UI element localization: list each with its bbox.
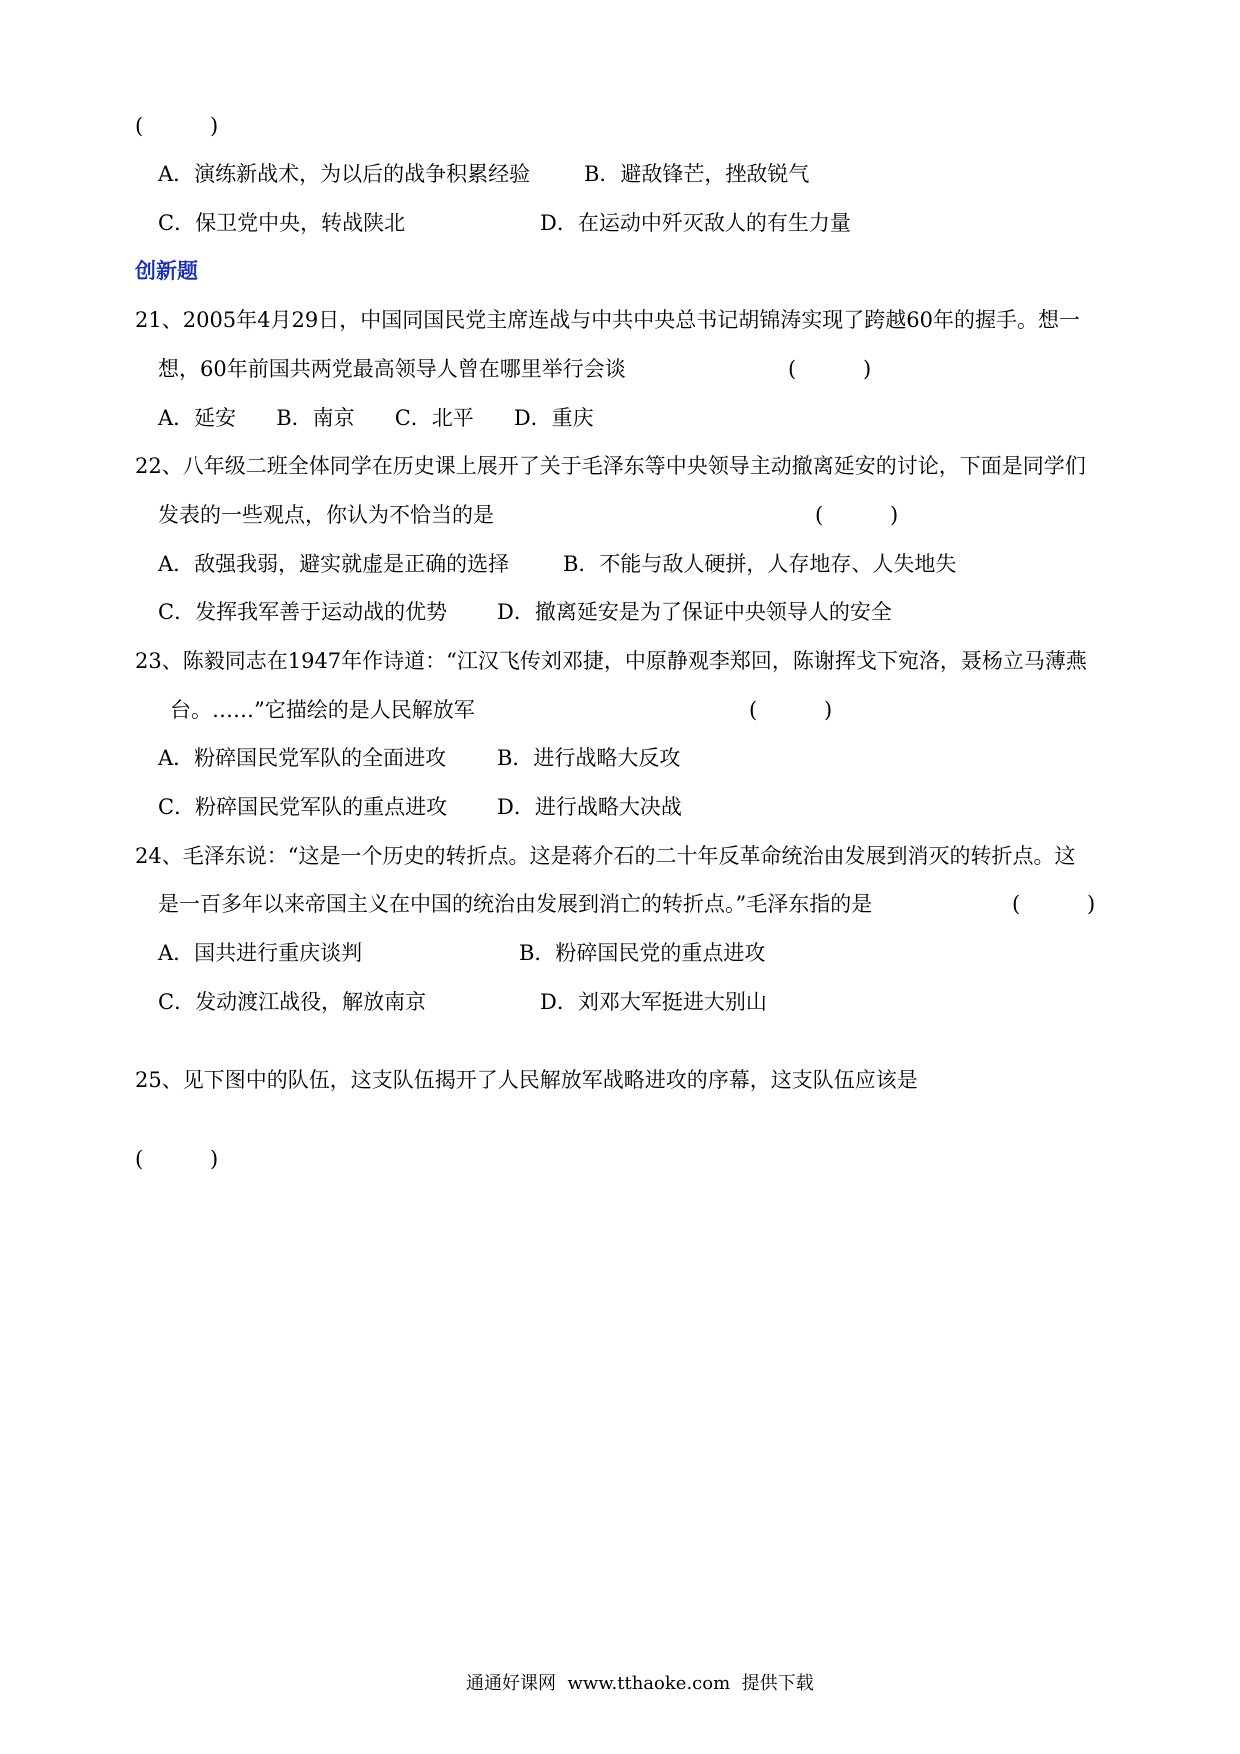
q22-line1: 22、八年级二班全体同学在历史课上展开了关于毛泽东等中央领导主动撤离延安的讨论，下面是同学们: [135, 454, 1086, 478]
q23-option-b: B．进行战略大反攻: [497, 746, 681, 770]
q23-option-d: D．进行战略大决战: [497, 795, 682, 819]
q25-paren: ( ): [135, 1147, 219, 1171]
q23-paren: ( ): [749, 698, 833, 722]
q24-option-a: A．国共进行重庆谈判: [158, 941, 363, 965]
q24-option-c: C．发动渡江战役，解放南京: [158, 990, 427, 1014]
q23-option-c: C．粉碎国民党军队的重点进攻: [158, 795, 448, 819]
option-c: C．保卫党中央，转战陕北: [158, 211, 406, 235]
q24-option-b: B．粉碎国民党的重点进攻: [519, 941, 766, 965]
option-b: B．避敌锋芒，挫敌锐气: [584, 162, 810, 186]
q22-option-a: A．敌强我弱，避实就虚是正确的选择: [158, 552, 510, 576]
q25-line1: 25、见下图中的队伍，这支队伍揭开了人民解放军战略进攻的序幕，这支队伍应该是: [135, 1068, 918, 1092]
q24-paren: ( ): [1012, 892, 1096, 916]
q21-options: A．延安 B．南京 C．北平 D．重庆: [158, 406, 594, 430]
q24-option-d: D．刘邓大军挺进大别山: [540, 990, 767, 1014]
option-a: A．演练新战术，为以后的战争积累经验: [158, 162, 531, 186]
q23-line1: 23、陈毅同志在1947年作诗道：“江汉飞传刘邓捷，中原静观李郑回，陈谢挥戈下宛洛，聂杨立马薄燕: [135, 649, 1087, 673]
q24-line1: 24、毛泽东说：“这是一个历史的转折点。这是蒋介石的二十年反革命统治由发展到消灭的转折点。这: [135, 844, 1076, 868]
q23-option-a: A．粉碎国民党军队的全面进攻: [158, 746, 447, 770]
q21-line1: 21、2005年4月29日，中国同国民党主席连战与中共中央总书记胡锦涛实现了跨越60年的握手。想一: [135, 308, 1080, 332]
q21-line2: 想，60年前国共两党最高领导人曾在哪里举行会谈: [158, 357, 626, 381]
q22-option-d: D．撤离延安是为了保证中央领导人的安全: [497, 600, 892, 624]
q22-line2: 发表的一些观点，你认为不恰当的是: [158, 503, 494, 527]
q22-paren: ( ): [815, 503, 899, 527]
q23-line2: 台。……”它描绘的是人民解放军: [170, 698, 475, 722]
page-footer: 通通好课网 www.tthaoke.com 提供下载: [466, 1673, 814, 1694]
q21-paren: ( ): [788, 357, 872, 381]
q22-option-c: C．发挥我军善于运动战的优势: [158, 600, 448, 624]
option-d: D．在运动中歼灭敌人的有生力量: [540, 211, 851, 235]
section-title: 创新题: [135, 259, 198, 283]
q24-line2: 是一百多年以来帝国主义在中国的统治由发展到消亡的转折点。”毛泽东指的是: [158, 892, 873, 916]
q22-option-b: B．不能与敌人硬拼，人存地存、人失地失: [563, 552, 957, 576]
answer-paren: ( ): [135, 114, 219, 138]
